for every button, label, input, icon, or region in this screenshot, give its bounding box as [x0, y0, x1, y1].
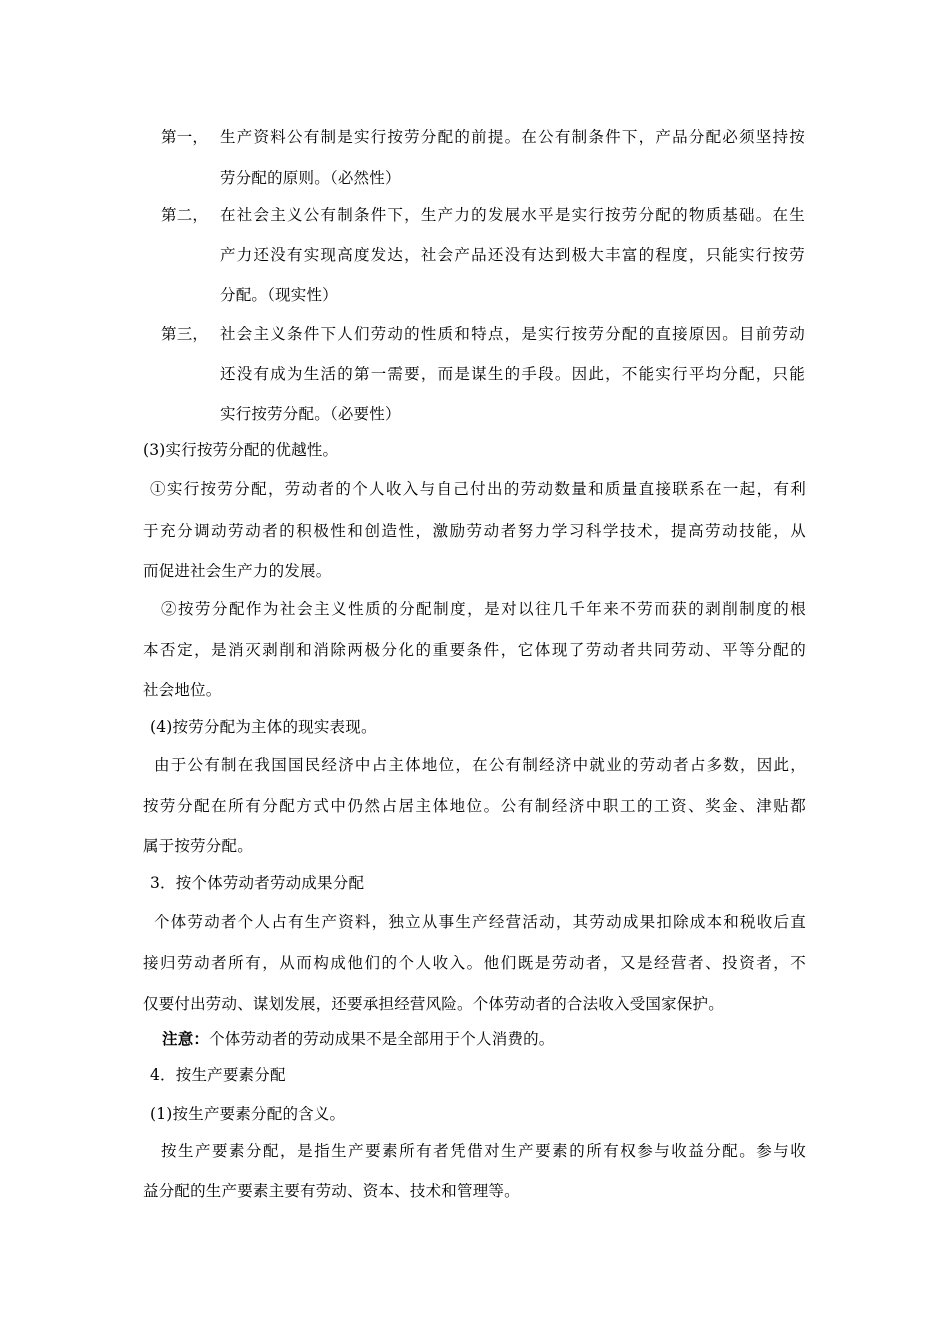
reason-2-label: 第二， [161, 206, 209, 224]
sec3-p1-line-2: 于充分调动劳动者的积极性和创造性，激励劳动者努力学习科学技术，提高劳动技能，从 [143, 522, 806, 540]
part3-p-line-3: 仅要付出劳动、谋划发展，还要承担经营风险。个体劳动者的合法收入受国家保护。 [143, 995, 724, 1013]
reason-1-label: 第一， [161, 128, 209, 146]
part3-p-line-2: 接归劳动者所有，从而构成他们的个人收入。他们既是劳动者，又是经营者、投资者，不 [143, 954, 806, 972]
sec4-p-line-2: 按劳分配在所有分配方式中仍然占居主体地位。公有制经济中职工的工资、奖金、津贴都 [143, 797, 806, 815]
reason-3-line-1: 社会主义条件下人们劳动的性质和特点，是实行按劳分配的直接原因。目前劳动 [220, 325, 805, 343]
part4-p-line-1: 按生产要素分配，是指生产要素所有者凭借对生产要素的所有权参与收益分配。参与收 [161, 1142, 806, 1160]
note-label: 注意： [162, 1029, 210, 1048]
sec3-p2-line-2: 本否定，是消灭剥削和消除两极分化的重要条件，它体现了劳动者共同劳动、平等分配的 [143, 641, 806, 659]
reason-1-line-1: 生产资料公有制是实行按劳分配的前提。在公有制条件下，产品分配必须坚持按 [220, 128, 805, 146]
part-4-sub-heading: (1)按生产要素分配的含义。 [150, 1105, 346, 1123]
sec3-p1-line-1: ①实行按劳分配，劳动者的个人收入与自己付出的劳动数量和质量直接联系在一起，有利 [150, 480, 806, 498]
part3-p-line-1: 个体劳动者个人占有生产资料，独立从事生产经营活动，其劳动成果扣除成本和税收后直 [154, 913, 806, 931]
part-3-heading: 3．按个体劳动者劳动成果分配 [150, 874, 365, 892]
reason-2-line-3: 分配。（现实性） [220, 286, 338, 304]
section-3-heading: (3)实行按劳分配的优越性。 [143, 441, 339, 459]
part4-p-line-2: 益分配的生产要素主要有劳动、资本、技术和管理等。 [143, 1182, 520, 1200]
reason-3-label: 第三， [161, 325, 209, 343]
sec3-p1-line-3: 而促进社会生产力的发展。 [143, 562, 332, 580]
reason-2-line-2: 产力还没有实现高度发达，社会产品还没有达到极大丰富的程度，只能实行按劳 [220, 246, 805, 264]
section-4-heading: (4)按劳分配为主体的现实表现。 [150, 718, 377, 736]
reason-1-line-2: 劳分配的原则。（必然性） [220, 169, 401, 187]
note-line [162, 1029, 555, 1049]
sec4-p-line-1: 由于公有制在我国国民经济中占主体地位，在公有制经济中就业的劳动者占多数，因此， [154, 756, 806, 774]
sec3-p2-line-1: ②按劳分配作为社会主义性质的分配制度，是对以往几千年来不劳而获的剥削制度的根 [161, 600, 806, 618]
reason-3-line-2: 还没有成为生活的第一需要，而是谋生的手段。因此，不能实行平均分配，只能 [220, 365, 805, 383]
reason-3-line-3: 实行按劳分配。（必要性） [220, 405, 401, 423]
part-4-heading: 4．按生产要素分配 [150, 1066, 286, 1084]
sec3-p2-line-3: 社会地位。 [143, 681, 222, 699]
note-text: 个体劳动者的劳动成果不是全部用于个人消费的。 [209, 1030, 555, 1048]
sec4-p-line-3: 属于按劳分配。 [143, 837, 253, 855]
reason-2-line-1: 在社会主义公有制条件下，生产力的发展水平是实行按劳分配的物质基础。在生 [220, 206, 805, 224]
